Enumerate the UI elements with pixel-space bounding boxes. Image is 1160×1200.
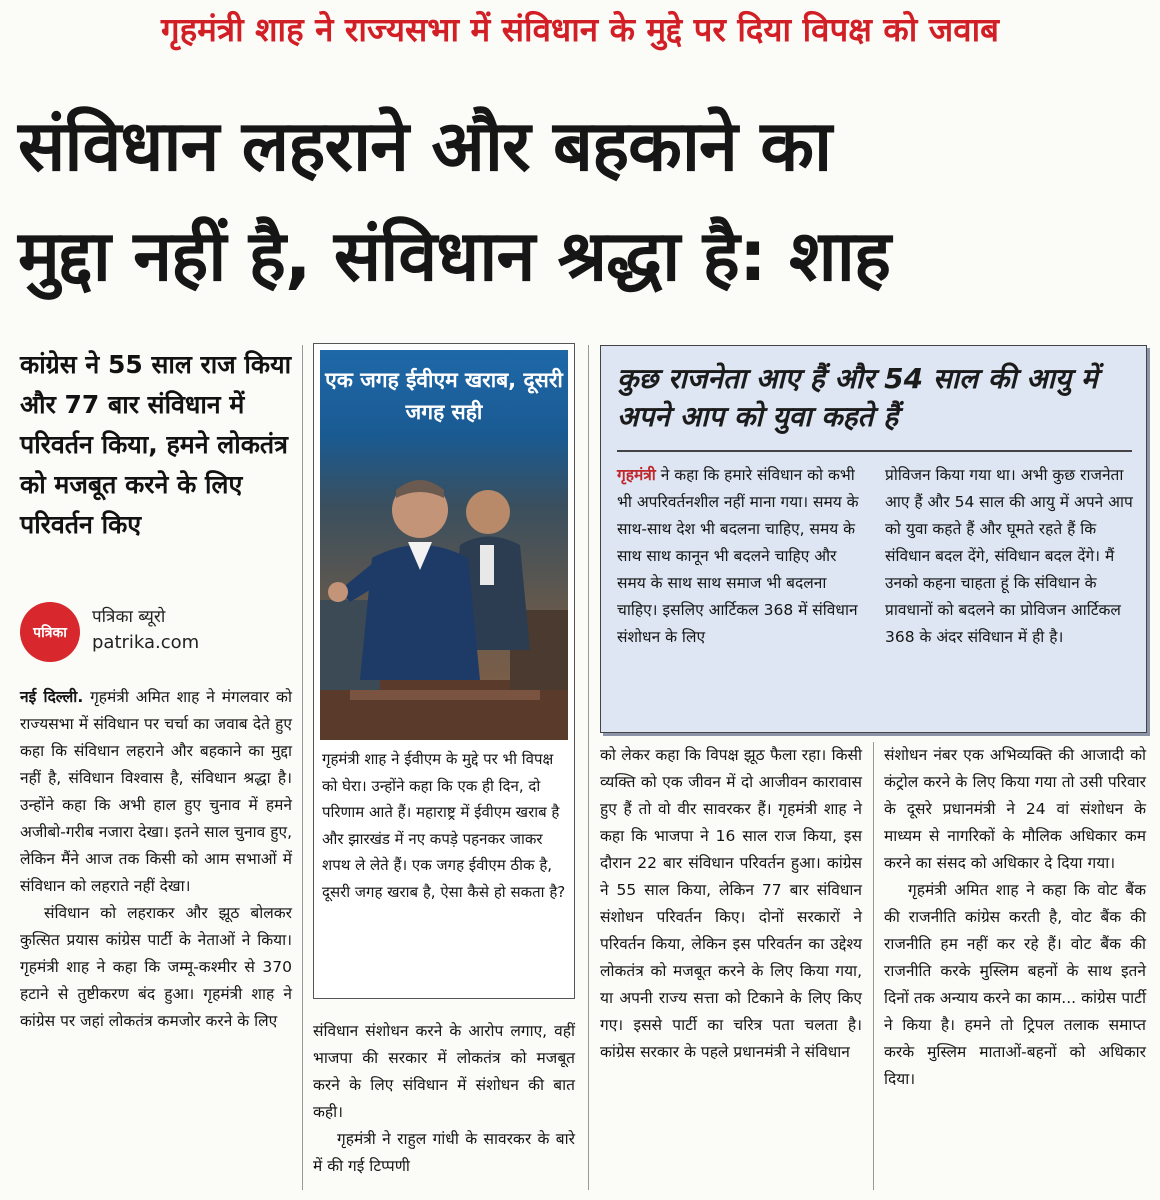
- main-headline-line-1: संविधान लहराने और बहकाने का: [18, 105, 832, 187]
- kicker-headline: गृहमंत्री शाह ने राज्यसभा में संविधान के मुद्दे पर दिया विपक्ष को जवाब: [161, 10, 999, 49]
- main-headline-line-2: मुद्दा नहीं है, संविधान श्रद्धा है: शाह: [18, 215, 891, 297]
- photo-title: एक जगह ईवीएम खराब, दूसरी जगह सही: [325, 368, 563, 424]
- photo-caption: गृहमंत्री शाह ने ईवीएम के मुद्दे पर भी विपक्ष को घेरा। उन्होंने कहा कि एक ही दिन, दो परिणाम आते हैं। महाराष्ट्र में ईवीएम खराब है और झारखंड में नए कपड़े पहनकर जाकर शपथ ले लेते हैं। एक जगह ईवीएम ठीक है, दूसरी जगह खराब है, ऐसा कैसे हो सकता है?: [322, 750, 566, 901]
- deck-subheadline: कांग्रेस ने 55 साल राज किया और 77 बार संविधान में परिवर्तन किया, हमने लोकतंत्र को मजबूत करने के लिए परिवर्तन किए: [20, 350, 292, 539]
- column-divider-3: [873, 742, 874, 1190]
- column-2-paragraph-1: संविधान संशोधन करने के आरोप लगाए, वहीं भाजपा की सरकार में लोकतंत्र को मजबूत करने के लिए संविधान में संशोधन की बात कही।: [313, 1022, 575, 1121]
- column-1-paragraph-1: [20, 684, 292, 900]
- article-column-3: को लेकर कहा कि विपक्ष झूठ फैला रहा। किसी व्यक्ति को एक जीवन में दो आजीवन कारावास हुए हैं तो वो वीर सावरकर हैं। गृहमंत्री शाह ने कहा कि भाजपा ने 16 साल राज किया, इस दौरान 22 बार संविधान परिवर्तन हुआ। कांग्रेस ने 55 साल किया, लेकिन 77 बार संविधान संशोधन परिवर्तन किए। दोनों सरकारों ने परिवर्तन किया, लेकिन इस परिवर्तन का उद्देश्य लोकतंत्र को मजबूत करने के लिए किया गया, या अपनी राज्य सत्ता को टिकाने के लिए किए गए। इससे पार्टी का चरित्र पता चलता है। कांग्रेस सरकार के पहले प्रधानमंत्री ने संविधान: [600, 746, 862, 1061]
- quote-box: [600, 345, 1147, 733]
- column-2-paragraph-2: गृहमंत्री ने राहुल गांधी के सावरकर के बारे में की गई टिप्पणी: [313, 1130, 575, 1175]
- column-1-paragraph-2: संविधान को लहराकर और झूठ बोलकर कुत्सित प्रयास कांग्रेस पार्टी के नेताओं ने किया। गृहमंत्री शाह ने कहा कि जम्मू-कश्मीर से 370 हटाने से तुष्टीकरण बंद हुआ। गृहमंत्री शाह ने कांग्रेस पर जहां लोकतंत्र कमजोर करने के लिए: [20, 904, 292, 1030]
- logo-text: पत्रिका: [33, 624, 67, 641]
- article-column-4: [884, 742, 1146, 1093]
- quote-lead: गृहमंत्री: [617, 466, 656, 484]
- quote-left-text: ने कहा कि हमारे संविधान को कभी भी अपरिवर्तनशील नहीं माना गया। समय के साथ-साथ देश भी बदलना चाहिए, समय के साथ साथ कानून भी बदलने चाहिए और समय के साथ साथ समाज भी बदलना चाहिए। इसलिए आर्टिकल 368 में संविधान संशोधन के लिए: [617, 466, 859, 646]
- column-4-paragraph-2: गृहमंत्री अमित शाह ने कहा कि वोट बैंक की राजनीति कांग्रेस करती है, वोट बैंक की राजनीति हम नहीं कर रहे हैं। वोट बैंक की राजनीति करके मुस्लिम बहनों के साथ इतने दिनों तक अन्याय करने का काम... कांग्रेस पार्टी ने किया है। हमने तो ट्रिपल तलाक समाप्त करके मुस्लिम माताओं-बहनों को अधिकार दिया।: [884, 881, 1146, 1088]
- byline-bureau: पत्रिका ब्यूरो: [92, 607, 166, 627]
- article-column-2-lower: [313, 1018, 575, 1180]
- parliament-photo: [320, 350, 568, 740]
- speaker-illustration: [320, 450, 568, 740]
- column-1-text-1: गृहमंत्री अमित शाह ने मंगलवार को राज्यसभा में संविधान पर चर्चा का जवाब देते हुए कहा कि संविधान लहराने और बहकाने का मुद्दा नहीं है, संविधान विश्वास है, संविधान श्रद्धा है। उन्होंने कहा कि अभी हाल हुए चुनाव में हमने अजीबो-गरीब नजारा देखा। इतने साल चुनाव हुए, लेकिन मैंने आज तक किसी को आम सभाओं में संविधान को लहराते नहीं देखा।: [20, 688, 292, 895]
- quote-title: कुछ राजनेता आए हैं और 54 साल की आयु में अपने आप को युवा कहते हैं: [617, 362, 1098, 433]
- column-4-paragraph-1: संशोधन नंबर एक अभिव्यक्ति की आजादी को कंट्रोल करने के लिए किया गया तो उसी परिवार के दूसरे प्रधानमंत्री ने 24 वां संशोधन के माध्यम से नागरिकों के मौलिक अधिकार कम करने का संसद को अधिकार दे दिया गया।: [884, 746, 1146, 872]
- byline-site[interactable]: patrika.com: [92, 632, 200, 653]
- column-divider-2: [588, 345, 589, 1190]
- quote-title-underline: [617, 450, 1132, 452]
- byline: [20, 600, 292, 664]
- article-column-1: [20, 684, 292, 1035]
- patrika-logo: [20, 602, 80, 662]
- quote-column-2: प्रोविजन किया गया था। अभी कुछ राजनेता आए हैं और 54 साल की आयु में अपने आप को युवा कहते हैं और घूमते रहते हैं कि संविधान बदल देंगे, संविधान बदल देंगे। मैं उनको कहना चाहता हूं कि संविधान के प्रावधानों को बदलने का प्रोविजन आर्टिकल 368 के अंदर संविधान में ही है।: [885, 466, 1133, 646]
- column-divider-1: [302, 345, 303, 1190]
- quote-column-1: [617, 462, 867, 651]
- photo-sidebar: [313, 343, 575, 999]
- dateline: नई दिल्ली.: [20, 688, 84, 706]
